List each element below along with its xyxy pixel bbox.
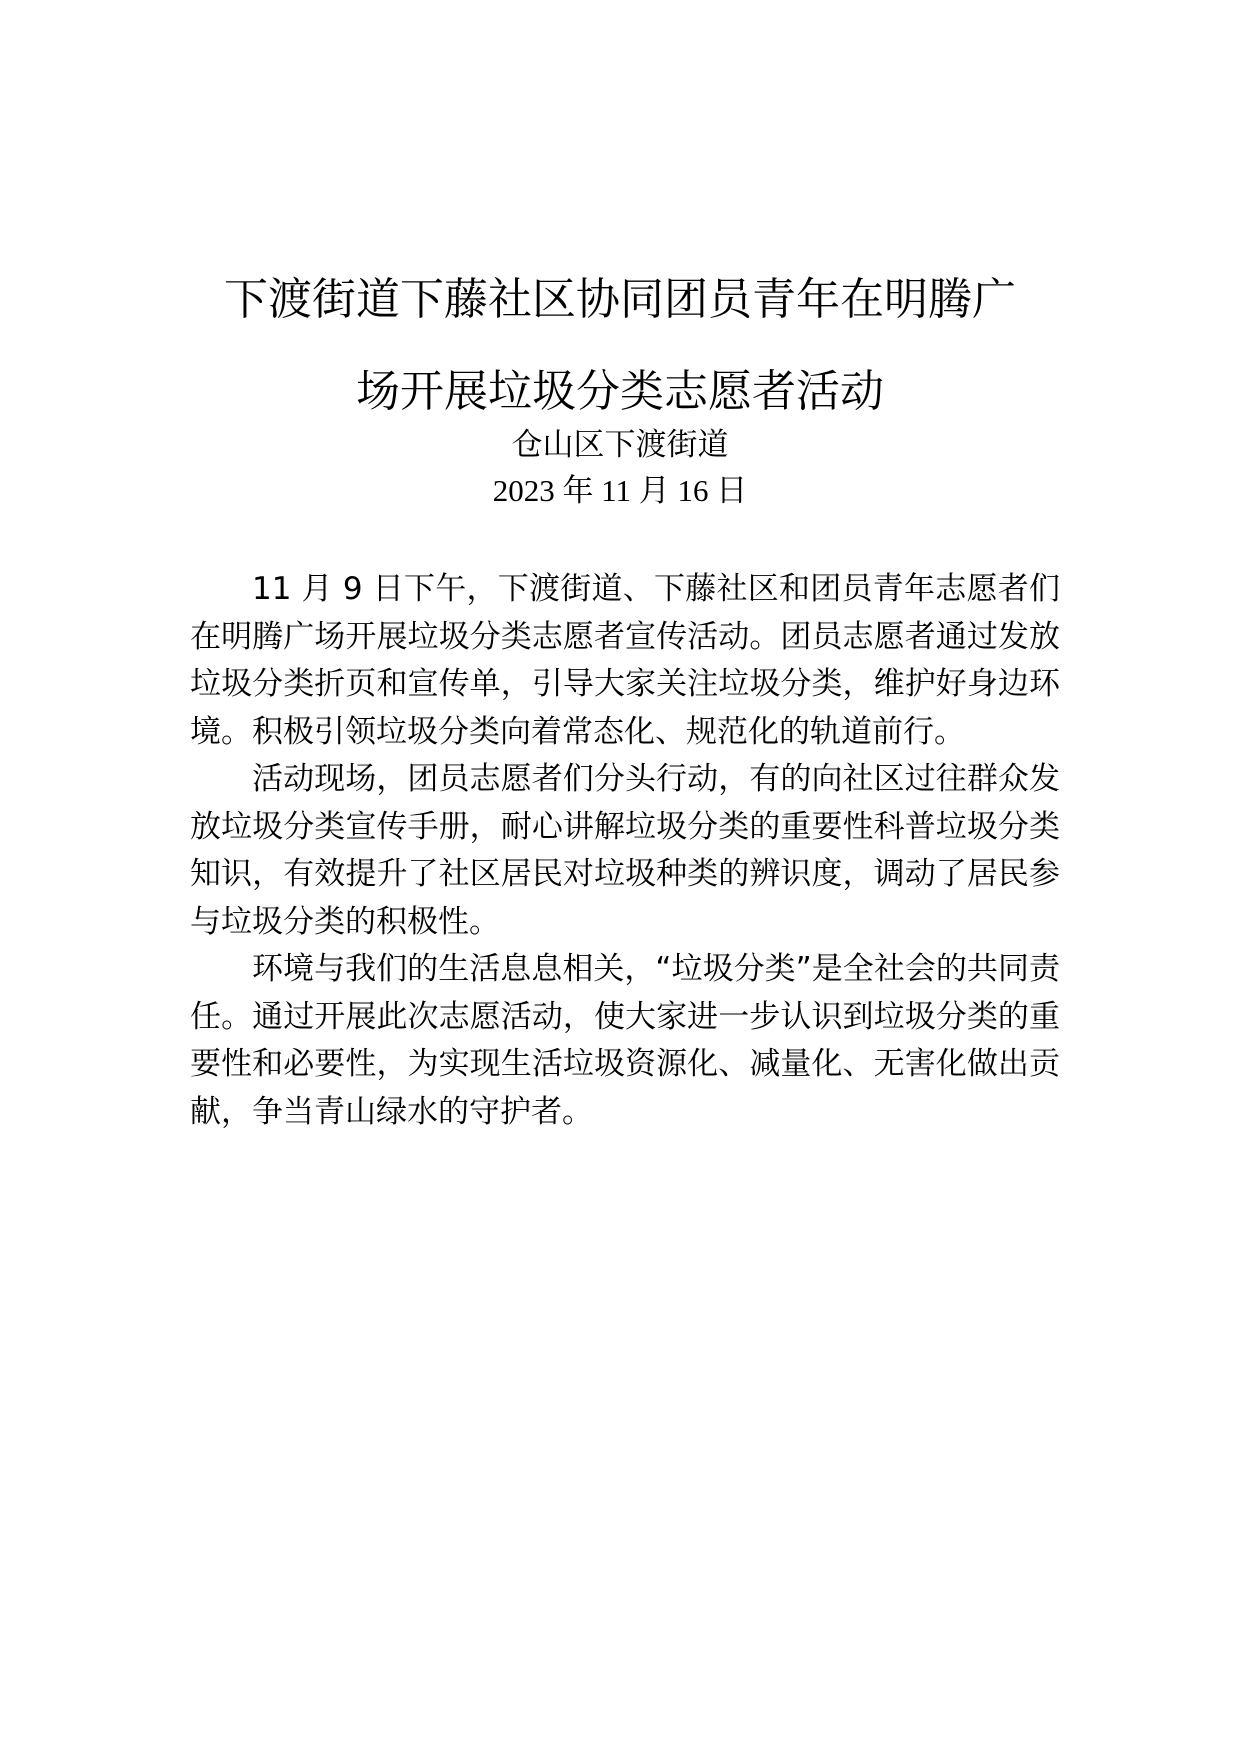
title-line-2: 场开展垃圾分类志愿者活动 <box>356 366 884 417</box>
document-title <box>150 254 1090 438</box>
paragraph-3: 环境与我们的生活息息相关，“垃圾分类”是全社会的共同责任。通过开展此次志愿活动，使大家进一步认识到垃圾分类的重要性和必要性，为实现生活垃圾资源化、减量化、无害化做出贡献，争当青山绿水的守护者。 <box>190 951 1060 1130</box>
article-body <box>190 566 1060 1136</box>
issuing-organization: 仓山区下渡街道 <box>511 427 729 463</box>
issue-date: 2023 年 11 月 16 日 <box>492 473 748 508</box>
title-line-1: 下渡街道下藤社区协同团员青年在明腾广 <box>224 274 1016 325</box>
paragraph-1: 11 月 9 日下午，下渡街道、下藤社区和团员青年志愿者们在明腾广场开展垃圾分类志愿者宣传活动。团员志愿者通过发放垃圾分类折页和宣传单，引导大家关注垃圾分类，维护好身边环境。积极引领垃圾分类向着常态化、规范化的轨道前行。 <box>190 571 1060 750</box>
paragraph-2: 活动现场，团员志愿者们分头行动，有的向社区过往群众发放垃圾分类宣传手册，耐心讲解垃圾分类的重要性科普垃圾分类知识，有效提升了社区居民对垃圾种类的辨识度，调动了居民参与垃圾分类的积极性。 <box>190 761 1060 940</box>
